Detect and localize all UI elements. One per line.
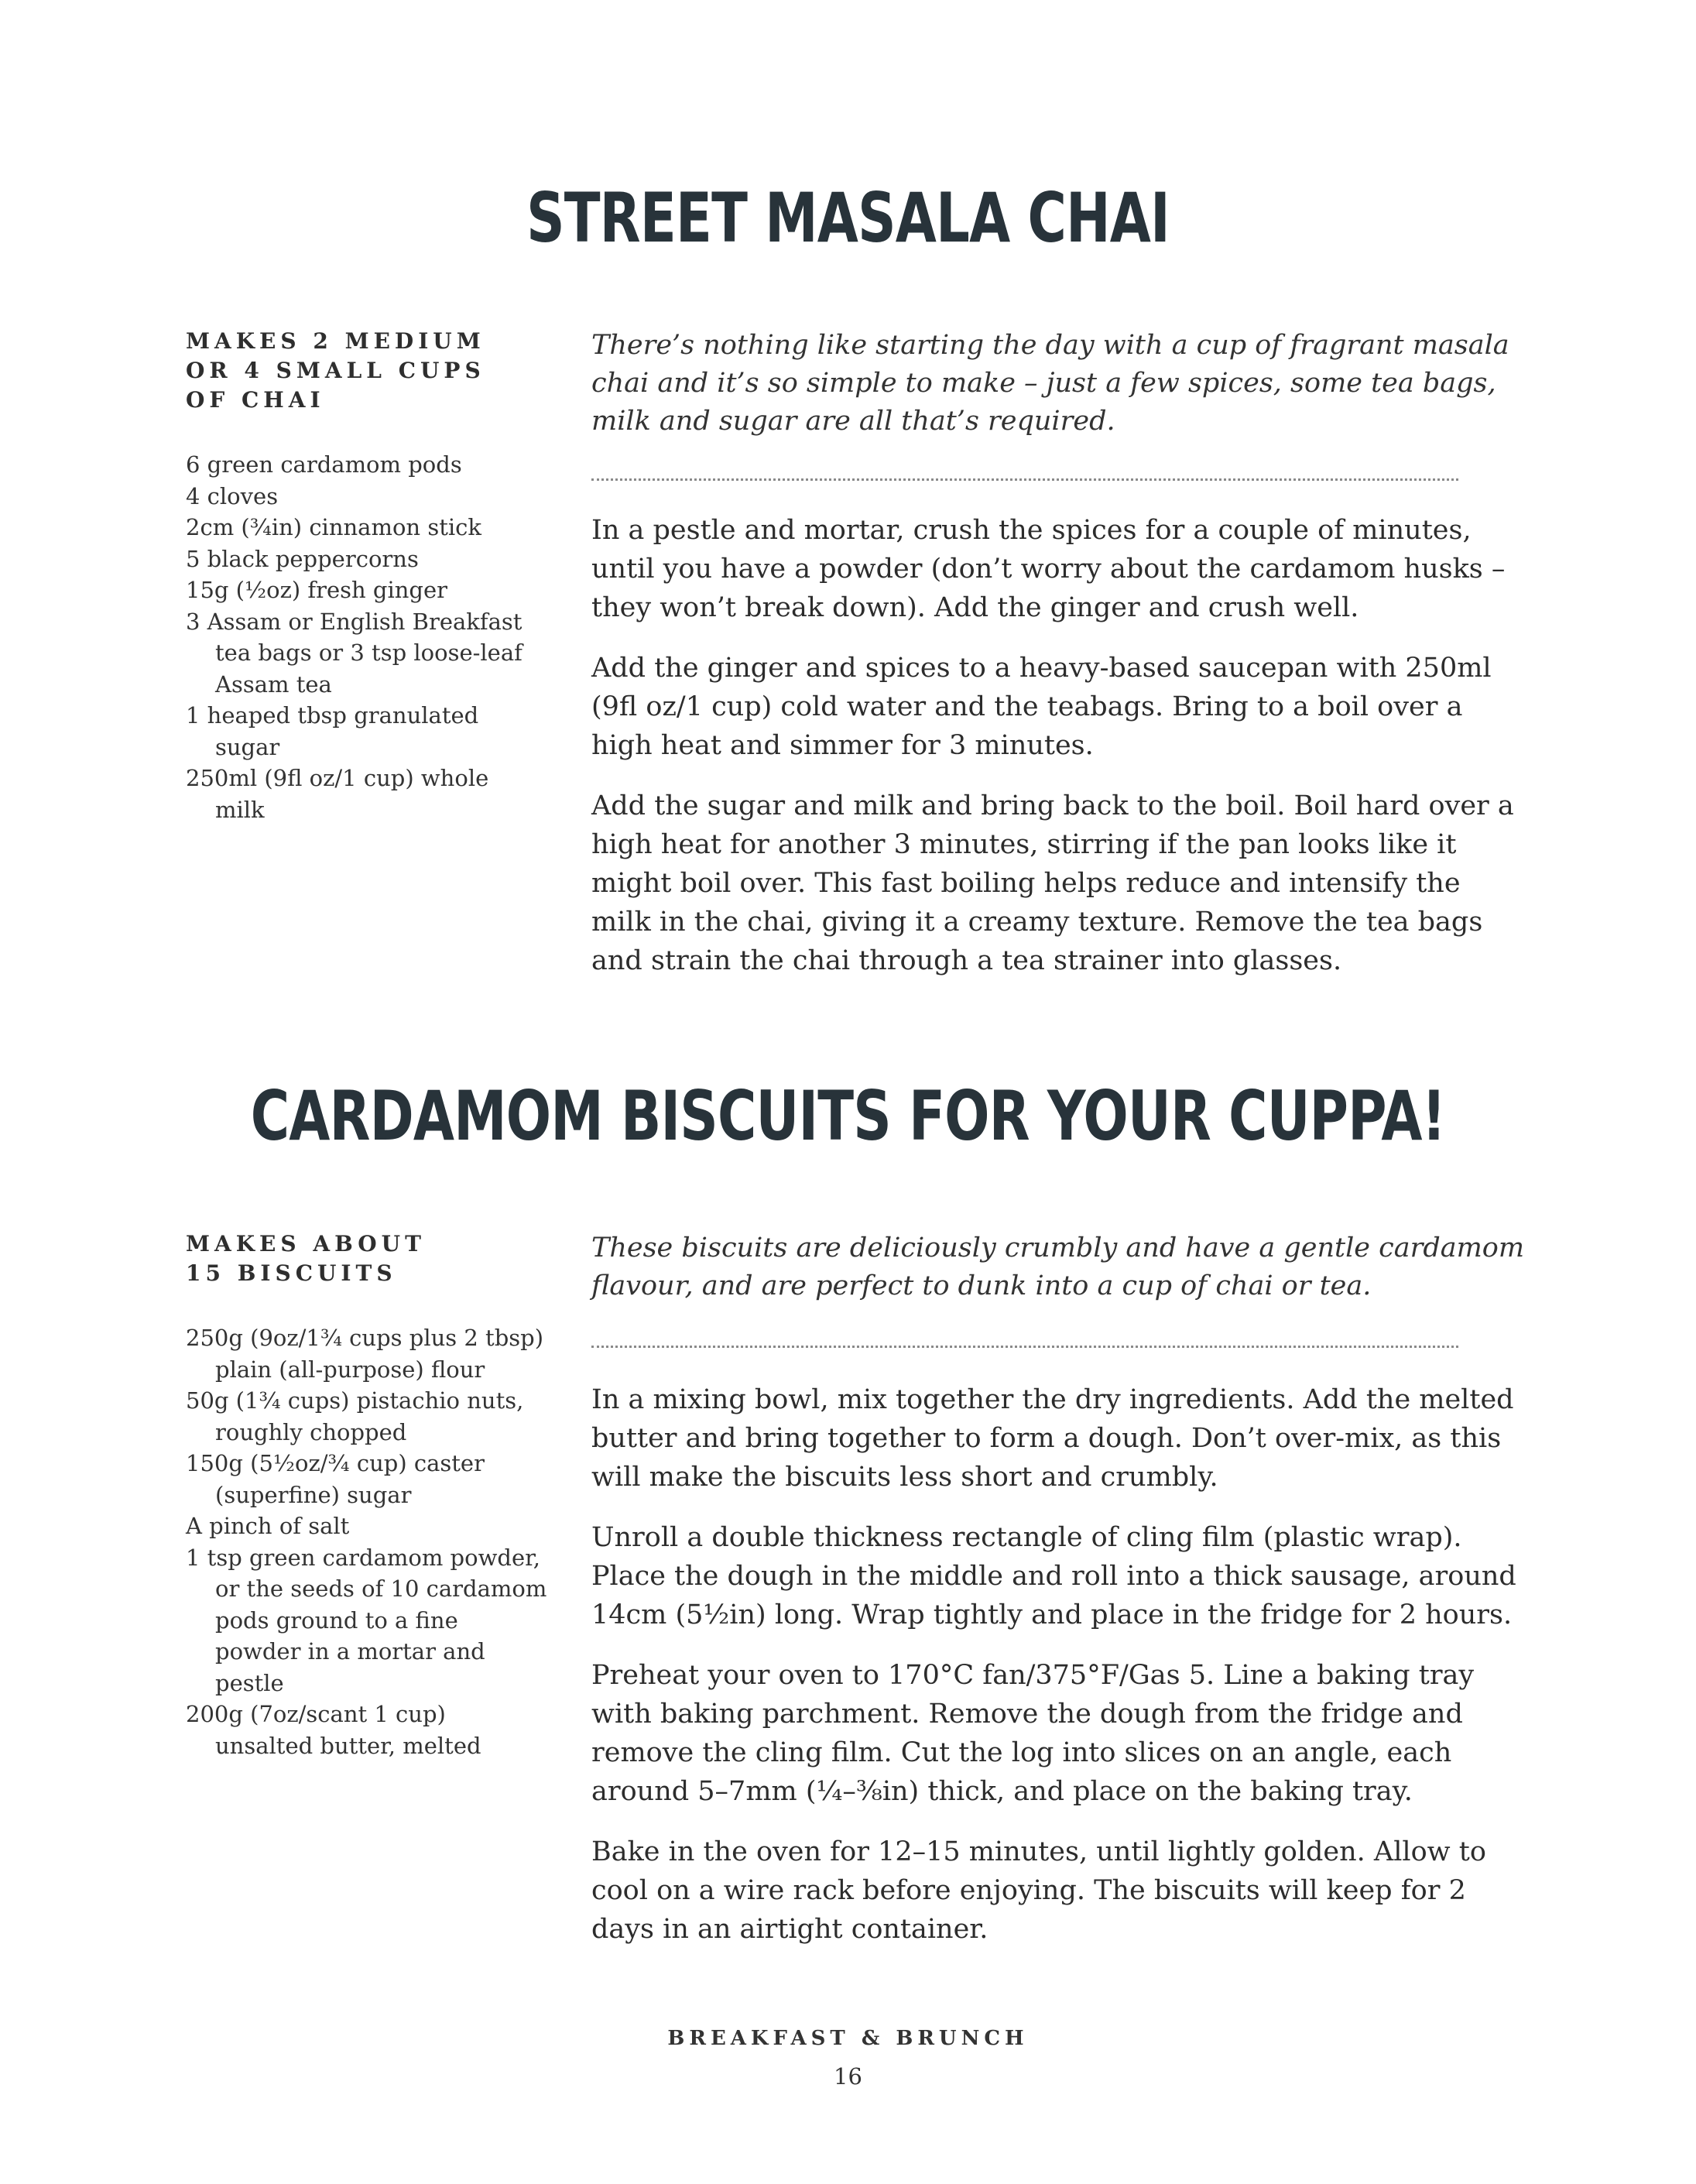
ingredient-item: 1 tsp green cardamom powder, or the seeds of 10 cardamom pods ground to a fine powder in a mortar and pestle [186, 1544, 547, 1696]
dotted-divider [591, 1346, 1458, 1348]
ingredient-item: 3 Assam or English Breakfast tea bags or 3 tsp loose-leaf Assam tea [186, 608, 523, 698]
ingredient-item: 1 heaped tbsp granulated sugar [186, 702, 479, 760]
dotted-divider [591, 478, 1458, 481]
method-step: In a pestle and mortar, crush the spices for a couple of minutes, until you have a powder (don’t worry about the cardamom husks – they won’t break down). Add the ginger and crush well. [591, 515, 1506, 623]
footer-section-title: BREAKFAST & BRUNCH [667, 2027, 1029, 2050]
ingredient-item: 4 cloves [186, 482, 279, 509]
ingredient-item: A pinch of salt [186, 1513, 350, 1539]
recipe-yield: MAKES 2 MEDIUM OR 4 SMALL CUPS OF CHAI [186, 328, 485, 413]
ingredient-item: 50g (1¾ cups) pistachio nuts, roughly chopped [186, 1387, 524, 1445]
recipe-title: CARDAMOM BISCUITS FOR YOUR CUPPA! [250, 1076, 1446, 1156]
method-steps [591, 511, 1528, 1002]
ingredient-item: 250g (9oz/1¾ cups plus 2 tbsp) plain (all-purpose) flour [186, 1325, 544, 1383]
method-step: Preheat your oven to 170°C fan/375°F/Gas 5. Line a baking tray with baking parchment. Remove the dough from the fridge and remove the cling film. Cut the log into slices on an angle, each around 5–7mm (¼–⅜in) thick, and place on the baking tray. [591, 1660, 1475, 1807]
ingredient-item: 5 black peppercorns [186, 545, 419, 572]
method-step: Unroll a double thickness rectangle of cling film (plastic wrap). Place the dough in the middle and roll into a thick sausage, around 14cm (5½in) long. Wrap tightly and place in the fridge for 2 hours. [591, 1522, 1516, 1630]
method-step: Add the sugar and milk and bring back to the boil. Boil hard over a high heat for another 3 minutes, stirring if the pan looks like it might boil over. This fast boiling helps reduce and intensify the milk in the chai, giving it a creamy texture. Remove the tea bags and strain the chai through a tea strainer into glasses. [591, 790, 1514, 976]
method-step: Bake in the oven for 12–15 minutes, until lightly golden. Allow to cool on a wire rack before enjoying. The biscuits will keep for 2 days in an airtight container. [591, 1836, 1486, 1945]
ingredient-item: 200g (7oz/scant 1 cup) unsalted butter, melted [186, 1701, 481, 1759]
method-step: Add the ginger and spices to a heavy-based saucepan with 250ml (9fl oz/1 cup) cold water and the teabags. Bring to a boil over a high heat and simmer for 3 minutes. [591, 653, 1492, 761]
ingredient-item: 2cm (¾in) cinnamon stick [186, 514, 481, 540]
ingredient-item: 6 green cardamom pods [186, 451, 462, 478]
ingredient-list [186, 449, 542, 825]
page-number: 16 [834, 2063, 862, 2090]
method-step: In a mixing bowl, mix together the dry ingredients. Add the melted butter and bring together to form a dough. Don’t over-mix, as this will make the biscuits less short and crumbly. [591, 1384, 1514, 1493]
ingredient-item: 250ml (9fl oz/1 cup) whole milk [186, 765, 489, 823]
recipe-intro: There’s nothing like starting the day with a cup of fragrant masala chai and it’s so simple to make – just a few spices, some tea bags, milk and sugar are all that’s required. [591, 330, 1509, 437]
ingredient-item: 150g (5½oz/¾ cup) caster (superfine) sugar [186, 1450, 485, 1508]
recipe-title: STREET MASALA CHAI [526, 178, 1170, 258]
ingredient-list [186, 1322, 550, 1761]
recipe-intro: These biscuits are deliciously crumbly and have a gentle cardamom flavour, and are perfect to dunk into a cup of chai or tea. [591, 1233, 1525, 1301]
ingredient-item: 15g (½oz) fresh ginger [186, 577, 448, 603]
method-steps [591, 1380, 1528, 1970]
recipe-yield: MAKES ABOUT 15 BISCUITS [186, 1231, 426, 1286]
